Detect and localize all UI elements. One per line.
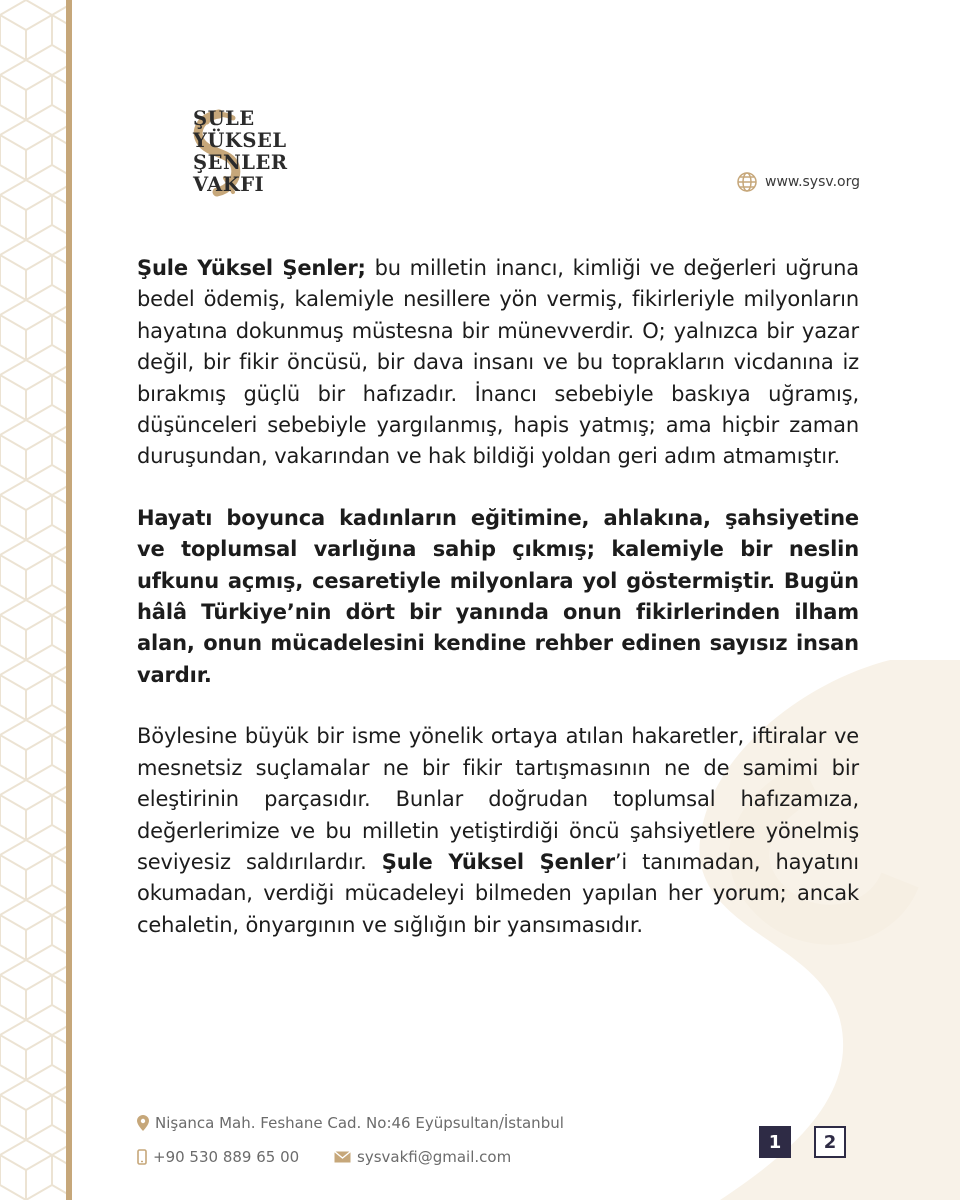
paragraph-3-bold-name: Şule Yüksel Şenler: [381, 849, 615, 874]
page-1-indicator[interactable]: 1: [759, 1126, 791, 1158]
phone-text: +90 530 889 65 00: [153, 1148, 300, 1166]
page-2-indicator[interactable]: 2: [814, 1126, 846, 1158]
side-gold-rule: [66, 0, 72, 1200]
statement-body: [137, 253, 859, 941]
address-text: Nişanca Mah. Feshane Cad. No:46 Eyüpsultan/İstanbul: [155, 1114, 564, 1132]
logo-line-2: YÜKSEL: [193, 129, 287, 152]
envelope-icon: [334, 1151, 351, 1163]
side-pattern: [0, 0, 66, 1200]
footer-address: [137, 1114, 564, 1132]
paragraph-1-text: bu milletin inancı, kimliği ve değerleri uğruna bedel ödemiş, kalemiyle nesillere yön vermiş, fikirleriyle milyonların hayatına dokunmuş müstesna bir münevverdir. O; yalnızca bir yazar değil, bir fikir öncüsü, bir dava insanı ve bu toprakların vicdanına iz bırakmış güçlü bir hafızadır. İnancı sebebiyle baskıya uğramış, düşünceleri sebebiyle yargılanmış, hapis yatmış; ama hiçbir zaman duruşundan, vakarından ve hak bildiği yoldan geri adım atmamıştır.: [137, 256, 859, 469]
footer-email[interactable]: [334, 1148, 511, 1166]
paragraph-3-text-a: Böylesine büyük bir isme yönelik ortaya atılan hakaretler, iftiralar ve mesnetsiz suçlamalar ne bir fikir tartışmasının ne de samimi bir eleştirinin parçasıdır. Bunlar doğrudan toplumsal hafızamıza, değerlerimize ve bu milletin yetiştirdiği öncü şahsiyetlere yönelmiş seviyesiz saldırılardır.: [137, 724, 859, 874]
paragraph-1-bold-name: Şule Yüksel Şenler;: [137, 256, 366, 280]
email-text: sysvakfi@gmail.com: [357, 1148, 512, 1166]
logo-line-1: ŞULE: [193, 107, 255, 130]
website-link[interactable]: [736, 171, 860, 193]
page-indicator: [759, 1126, 846, 1158]
paragraph-1: [137, 253, 859, 473]
logo-wordmark: [193, 108, 288, 196]
paragraph-3-text-b: ’i tanımadan, hayatını okumadan, verdiği mücadeleyi bilmeden yapılan her yorum; ancak cehaletin, önyargının ve sığlığın bir yansımasıdır.: [137, 849, 859, 937]
footer-phone[interactable]: [137, 1148, 299, 1166]
location-pin-icon: [137, 1115, 149, 1131]
logo-line-4: VAKFI: [193, 173, 265, 196]
website-url: www.sysv.org: [765, 174, 860, 190]
paragraph-2: Hayatı boyunca kadınların eğitimine, ahlakına, şahsiyetine ve toplumsal varlığına sahip çıkmış; kalemiyle bir neslin ufkunu açmış, cesaretiyle milyonlara yol göstermiştir. Bugün hâlâ Türkiye’nin dört bir yanında onun fikirlerinden ilham alan, onun mücadelesini kendine rehber edinen sayısız insan vardır.: [137, 505, 859, 687]
logo-line-3: ŞENLER: [193, 151, 288, 174]
phone-icon: [137, 1149, 147, 1165]
geometric-pattern: [0, 0, 66, 1200]
paragraph-3: [137, 721, 859, 941]
globe-icon: [736, 171, 758, 193]
